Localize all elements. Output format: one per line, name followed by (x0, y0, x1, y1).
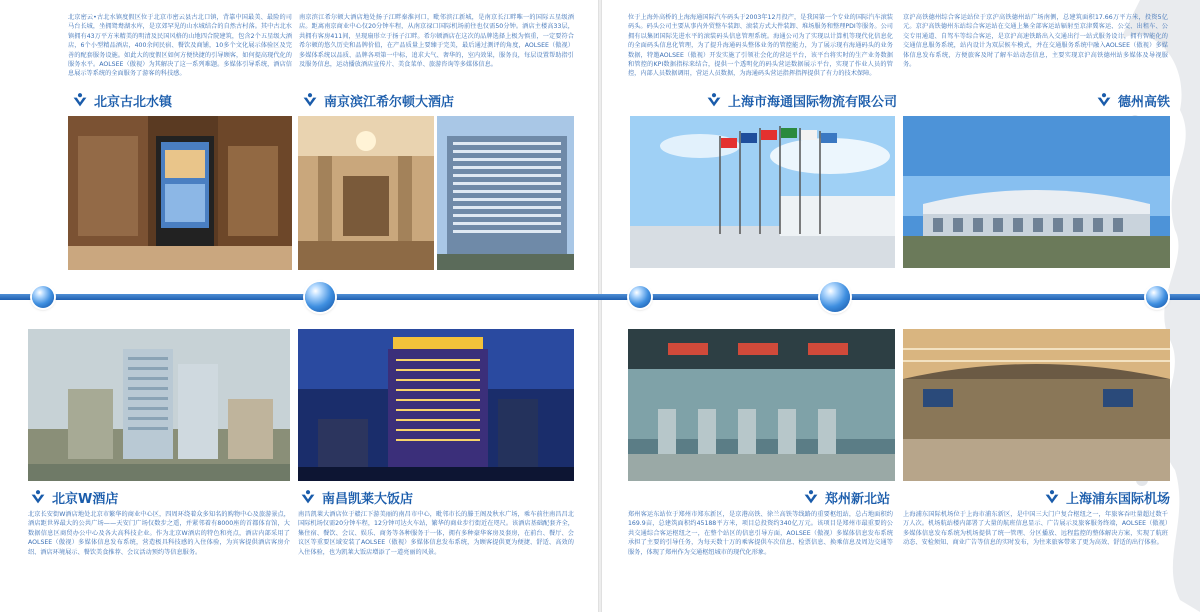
photo-hotel-night (298, 329, 574, 481)
photo-rail-station (903, 116, 1170, 268)
section-text-beijing-w: 北京长安街W酒店地处北京市繁华的商业中心区，四周环绕着众多知名的购物中心及旅游景点，酒店距世界最大的公共广场——天安门广场仅数步之遥，并紧邻着有8000座的首都体育馆，大数据信息区商贸办公中心及各大高科技企业。作为北京W酒店的特色和亮点，酒店内部采用了AOLSEE（傲视）多媒体信息发布系统，营造极具科技感的入住体验，为宾客提供酒店客房介绍、酒店环境展示、餐饮美食推荐、会议活动预约等信息服务。 (28, 511, 290, 556)
section-text-zhengzhou-station: 郑州客运东站位于郑州市郑东新区，是京港高铁、徐兰高铁等线路的重要枢纽站，总占地面积约169.9亩，总建筑面积约45188平方米，项目总投资约340亿万元。该项目是郑州市最重要的公共交通综合客运枢纽之一，在整个站区的信息引导方面，AOLSEE（傲视）多媒体信息发布系统承担了主要的引导任务，为每天数十万的乘客提供车次信息、检票信息、换乘信息及周边交通等服务，体现了郑州作为交通枢纽城市的现代化形象。 (628, 511, 893, 556)
aolsee-logo-icon (803, 489, 819, 505)
section-title-zhengzhou-station: 郑州新北站 (700, 488, 890, 506)
section-text-pudong-airport: 上海浦东国际机场位于上海市浦东新区，是中国三大门户复合枢纽之一，年旅客吞吐量超过数千万人次。机场航站楼内部署了大量的航班信息显示、广告展示及旅客服务终端，AOLSEE（傲视）多媒体信息发布系统为机场提供了统一管理、分区播放、远程监控的整体解决方案，实现了航班动态、安检须知、商业广告等信息的实时发布，为往来旅客带来了更为高效、舒适的出行体验。 (903, 511, 1168, 547)
section-text-dezhou-rail: 京沪高铁德州综合客运站位于京沪高铁德州站广场南侧，总建筑面积17.66万平方米，投资5亿元。京沪高铁德州东站综合客运站在交通上集全部客运站辐射至京津冀客运、公交、出租车、公交专用通道、自驾车等综合客运，是京沪高速铁路出入交通出行一站式服务设计，拥有智能化的交通信息服务系统，站内设计为双层候车模式，并在交通服务系统中融入AOLSEE（傲视）多媒体信息发布系统，方便旅客及时了解车站动态信息，主要实现京沪高铁德州站多媒体及导视服务。 (903, 14, 1168, 69)
section-title-dezhou-rail: 德州高铁 (1090, 91, 1170, 109)
section-title-nanchang-kaile: 南昌凯莱大饭店 (294, 488, 494, 506)
photo-lobby-display (68, 116, 292, 270)
aolsee-logo-icon (302, 92, 318, 108)
section-text-shanghai-haitong: 位于上海外高桥的上海海通国际汽车码头于2003年12月投产，是我国第一个专业的国际汽车滚装码头。码头公司主要从事内外贸整车装卸、滚装方式大件装卸、堆场服务和整理PDI等服务。公司拥有以集团国际先进水平的滚装码头信息管理系统。海通公司为了实现以计算机等现代化信息化的全面码头信息化管理，为了提升海通码头整体业务的管控能力，为了展示现有海通码头的业务数据，特邀AOLSEE（傲视）开发实施了引领社会化的营运平台，该平台将实时的生产业务数据和管控的KPI数据指标来结合，提供一个透明化的码头营运数据展示平台，实现了作业人员的管控，内部人员数据调用，营运人员数据，为海通码头营运指挥指挥提供了有力的技术保障。 (628, 14, 893, 78)
timeline-node (820, 282, 850, 312)
section-title-beijing-w: 北京W酒店 (24, 488, 224, 506)
aolsee-logo-icon (1096, 92, 1112, 108)
aolsee-logo-icon (706, 92, 722, 108)
aolsee-logo-icon (30, 489, 46, 505)
photo-hotel-lobby (298, 116, 434, 270)
center-fold (598, 0, 602, 612)
section-text-nanjing-hilton: 南京滨江希尔顿大酒店地处扬子江畔秦淮河口，毗邻滨江新城，是南京长江畔唯一的国际五星级酒店。距离南京商业中心仅20分钟车程，从南京禄口国际机场前往也仅需50分钟。酒店主楼高33层，共拥有客房411间，呈现扇形立于扬子江畔。希尔顿酒店在这次的品牌选择上极为慎重，一定要符合希尔顿的悠久历史和品牌价值，在产品质量上要臻于完美，最后通过测评的角度，AOLSEE（傲视）多媒体系统以品质、品牌各项第一中标，追求大气、奢华的，室内效果，服务良，每层设置帮助指引及服务信息，运动播放酒店宣传片、美食菜单、旅游咨询等多媒体信息。 (299, 14, 574, 69)
section-title-nanjing-hilton: 南京滨江希尔顿大酒店 (296, 91, 576, 109)
timeline-node (32, 286, 54, 308)
photo-station-gates (628, 329, 895, 481)
section-title-beijing-gubei: 北京古北水镇 (66, 91, 296, 109)
section-title-pudong-airport: 上海浦东国际机场 (980, 488, 1170, 506)
section-text-beijing-gubei: 北京密云•古北水镇度假区位于北京市密云县古北口镇，背靠中国最美、最险的司马台长城，坐拥鸳鸯湖水库，是京郊罕见的山水城结合的自然古村落。其中古北水镇拥有43万平方米精美的明清及民国风格的山地四合院建筑，包含2个五星级大酒店，6个小型精品酒店，400余间民宿、餐饮及商铺，10多个文化展示体验区及完善的配套服务设施。如此大的度假区如何方便快捷的引导顾客，如何提高现代化的服务水平。AOLSEE（傲视）为其解决了这一系列难题。多媒体引导系统，酒店信息展示等系统的全面服务了游客的科技感。 (68, 14, 292, 78)
aolsee-logo-icon (1044, 489, 1060, 505)
aolsee-logo-icon (72, 92, 88, 108)
section-text-nanchang-kaile: 南昌凯莱大酒店位于赣江下游美丽的南昌市中心，毗邻市长的滕王阁及秋水广场，乘车前往南昌昌北国际机场仅需20分钟车程，12分钟可达火车站，繁华的商业步行街近在咫尺。该酒店基础配套齐全，集住宿、餐饮、会议、娱乐、商务等各种服务于一体，拥有多种豪华客房及套房，在前台、餐厅、会议区等重要区域安装了AOLSEE（傲视）多媒体信息发布系统，为顾客提供更为便捷、舒适、高效的入住体验，也为凯莱大饭店增添了一道亮丽的风景。 (298, 511, 574, 556)
timeline-node (629, 286, 651, 308)
photo-flags-port (630, 116, 895, 268)
photo-airport-terminal (903, 329, 1170, 481)
photo-city-towers (28, 329, 290, 481)
section-title-shanghai-haitong: 上海市海通国际物流有限公司 (700, 91, 890, 109)
timeline-node (1146, 286, 1168, 308)
timeline-node (305, 282, 335, 312)
photo-hotel-tower (437, 116, 574, 270)
timeline-bar (0, 294, 1200, 300)
aolsee-logo-icon (300, 489, 316, 505)
